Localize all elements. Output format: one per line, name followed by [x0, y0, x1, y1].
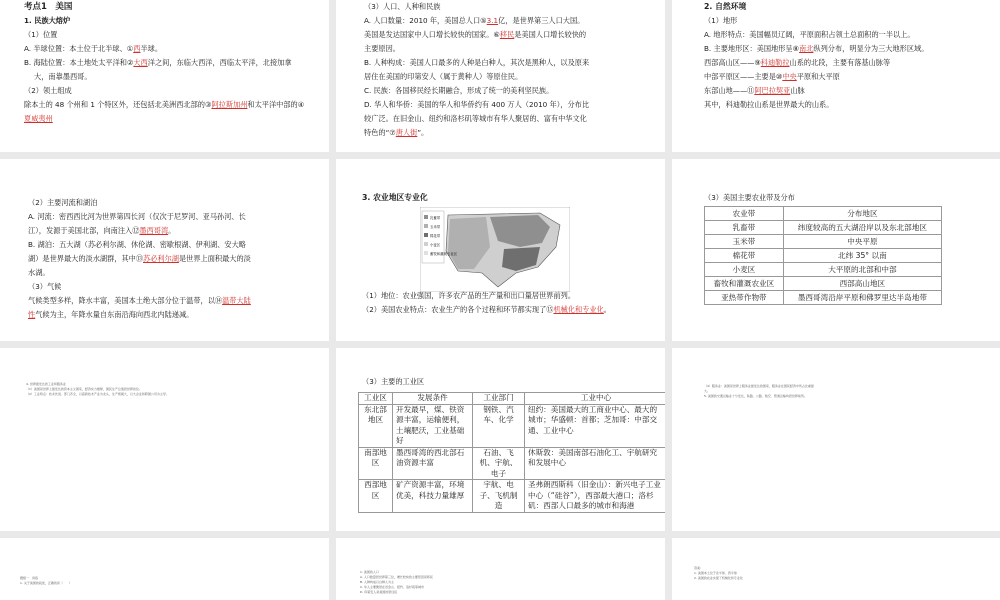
- heading: （3）人口、人种和民族: [364, 2, 441, 11]
- slide-10: [0, 538, 329, 600]
- line: A. 河流：密西西比河为世界第四长河（仅次于尼罗河、亚马孙河、长: [28, 212, 246, 221]
- line: （1）地位：农业强国，许多农产品的生产量和出口量居世界前列。: [362, 291, 576, 300]
- table-header: 工业区: [359, 393, 393, 405]
- line: 1. 美国的人口: [360, 570, 379, 574]
- table-cell: 矿产资源丰富，环境优美，科技力量雄厚: [393, 480, 473, 513]
- line: C. 华人主要聚居在旧金山、纽约、洛杉矶等城市: [360, 585, 425, 589]
- table-row: [359, 480, 666, 513]
- us-agriculture-map: [420, 207, 570, 292]
- line: 1. 美国本土位于北半球、西半球: [694, 571, 737, 575]
- table-cell: 大平原的北部和中部: [783, 263, 941, 277]
- line: 美国是发达国家中人口增长较快的国家。⑥移民是美国人口增长较快的: [364, 30, 587, 39]
- table-cell: 北纬 35° 以南: [783, 249, 941, 263]
- line: B. 湖泊：五大湖（苏必利尔湖、休伦湖、密歇根湖、伊利湖、安大略: [28, 240, 246, 249]
- table-header: 分布地区: [783, 207, 941, 221]
- table-cell: 开发最早，煤、铁资源丰富，运输便利，土壤肥沃，工业基础好: [393, 404, 473, 447]
- slide-title: 考点1 美国: [24, 2, 73, 12]
- table-cell: 中央平原: [783, 235, 941, 249]
- industrial-region-table: [358, 392, 665, 513]
- table-cell: 纬度较高的五大湖沿岸以及东北部地区: [783, 221, 941, 235]
- slide-8: [336, 348, 665, 531]
- table-cell: 亚热带作物带: [705, 291, 784, 305]
- slide-7: [0, 348, 329, 531]
- line: B. 人种构成：美国人口最多的人种是白种人，其次是黑种人，以及原来: [364, 58, 590, 67]
- slide-9: [672, 348, 1000, 531]
- line: A. 人口数量：2010 年，美国总人口⑤3.1亿，是世界第三人口大国。: [364, 16, 585, 25]
- line: 其中，科迪勒拉山系是世界最大的山系。: [704, 100, 834, 109]
- line: 特色的“⑦唐人街”。: [364, 128, 429, 137]
- line: 性气候为主，年降水量自东南沿海向西北内陆递减。: [28, 310, 194, 319]
- heading: （3）主要的工业区: [362, 377, 425, 386]
- table-cell: 畜牧和灌溉农业区: [705, 277, 784, 291]
- slide-11: [336, 538, 665, 600]
- table-row: [359, 447, 666, 480]
- heading: （3）美国主要农业带及分布: [704, 193, 795, 202]
- slide-2: [336, 0, 665, 152]
- map-legend-label: 畜牧和灌溉农业区: [430, 252, 458, 256]
- table-cell: 东北部地区: [359, 404, 393, 447]
- table-cell: 西部地区: [359, 480, 393, 513]
- line: 居住在美国的印第安人（属于黄种人）等原住民。: [364, 72, 523, 81]
- line: B. 人种构成以白种人为主: [360, 580, 394, 584]
- table-row: [705, 235, 942, 249]
- line: 中部平原区——主要是⑩中央平原和大平原: [704, 72, 840, 81]
- slide-3: [672, 0, 1000, 152]
- table-cell: 石油、飞机、宇航、电子: [473, 447, 525, 480]
- map-legend-label: 乳畜带: [430, 216, 441, 220]
- line-a: A. 半球位置：本土位于北半球、①西半球。: [24, 44, 163, 53]
- line: A. 人口数量居世界第三位，增长较快的主要原因是移民: [360, 575, 433, 579]
- table-cell: 棉花带: [705, 249, 784, 263]
- slide-5: [336, 159, 665, 341]
- line: D. 印第安人是美国的原住民: [360, 590, 398, 594]
- line: 西部高山区——⑨科迪勒拉山系的北段，主要有落基山脉等: [704, 58, 891, 67]
- map-legend-label: 小麦区: [430, 243, 441, 247]
- line: C. 民族：各国移民经长期融合，形成了统一的美利坚民族。: [364, 86, 554, 95]
- map-legend-label: 玉米带: [430, 225, 441, 229]
- table-cell: 小麦区: [705, 263, 784, 277]
- heading: （2）主要河流和湖泊: [28, 198, 98, 207]
- table-header: 发展条件: [393, 393, 473, 405]
- line-b2: 大，南靠墨西哥。: [34, 72, 92, 81]
- line: 答案：: [694, 566, 704, 570]
- slide-title: 2. 自然环境: [704, 2, 747, 11]
- slide-6: [672, 159, 1000, 341]
- subheading-2: （2）领土组成: [24, 86, 72, 95]
- subheading: （1）位置: [24, 30, 58, 39]
- table-row: [705, 221, 942, 235]
- agriculture-belt-table: [704, 206, 942, 305]
- line: （1）美国是世界上最发达的资本主义国家，经济实力雄厚，国民生产总值居世界首位。: [26, 387, 142, 391]
- slide-12: [672, 538, 1000, 600]
- table-cell: 休斯敦：美国南部石油化工、宇航研究和发展中心: [525, 447, 666, 480]
- line-b: B. 海陆位置：本土地处太平洋和②大西洋之间，东临大西洋，西临太平洋，北接加拿: [24, 58, 292, 67]
- line: 题组一 训练: [20, 576, 39, 580]
- line: 水湖。: [28, 268, 50, 277]
- slide-1: [0, 0, 329, 152]
- table-cell: 玉米带: [705, 235, 784, 249]
- slide-4: [0, 159, 329, 341]
- line: D. 华人和华侨：美国的华人和华侨约有 400 万人（2010 年），分布比: [364, 100, 590, 109]
- line: 较广泛。在旧金山、纽约和洛杉矶等城市有华人聚居的、富有中华文化: [364, 114, 587, 123]
- map-legend-label: 棉花带: [430, 234, 441, 238]
- heading-2: （3）气候: [28, 282, 62, 291]
- line: 4. 世界最发达的工业和服务业: [26, 382, 66, 386]
- line: 主要原因。: [364, 44, 400, 53]
- slide-title: 3. 农业地区专业化: [362, 193, 428, 202]
- table-header: 农业带: [705, 207, 784, 221]
- line: 湖）是世界最大的淡水湖群，其中⑬苏必利尔湖是世界上面积最大的淡: [28, 254, 251, 263]
- line-d: 夏威夷州: [24, 114, 53, 123]
- map-legend-swatch: [424, 233, 428, 237]
- line: A. 地形特点：美国幅员辽阔，平原面积占领土总面积的一半以上。: [704, 30, 915, 39]
- table-row: [359, 404, 666, 447]
- table-row: [705, 291, 942, 305]
- table-cell: 宇航、电子、飞机制造: [473, 480, 525, 513]
- table-cell: 南部地区: [359, 447, 393, 480]
- table-row: [705, 263, 942, 277]
- table-cell: 圣弗朗西斯科（旧金山）：新兴电子工业中心（“硅谷”），西部最大港口；洛杉矶：西部人口最多的城市和海港: [525, 480, 666, 513]
- map-legend-swatch: [424, 242, 428, 246]
- line: B. 主要地形区：美国地形呈⑧南北纵列分布，明显分为三大地形区域。: [704, 44, 929, 53]
- line-c: 除本土的 48 个州和 1 个特区外，还包括北美洲西北部的③阿拉斯加州和太平洋中部的④: [24, 100, 305, 109]
- heading: 1. 民族大熔炉: [24, 16, 71, 25]
- table-header: 工业中心: [525, 393, 666, 405]
- table-cell: 纽约：美国最大的工商业中心、最大的城市；华盛顿：首都；芝加哥：中部交通、工业中心: [525, 404, 666, 447]
- line: （4）服务业：美国是世界上服务业最发达的国家，服务业在国民经济中所占比重最大。: [704, 384, 814, 393]
- table-row: [705, 277, 942, 291]
- table-cell: 墨西哥湾的西北部石油资源丰富: [393, 447, 473, 480]
- table-row: [705, 249, 942, 263]
- line: 东部山地——⑪阿巴拉契亚山脉: [704, 86, 805, 95]
- table-header: 工业部门: [473, 393, 525, 405]
- line: 江），发源于美国北部，向南注入⑫墨西哥湾。: [28, 226, 176, 235]
- map-legend-swatch: [424, 224, 428, 228]
- table-cell: 西部高山地区: [783, 277, 941, 291]
- line: 2. 美国的农业实现了机械化和专业化: [694, 576, 743, 580]
- line: 1. 关于美国的叙述，正确的是（ ）: [20, 581, 72, 585]
- line: （2）美国农业特点：农业生产的各个过程和环节都实现了⑮机械化和专业化。: [362, 305, 611, 314]
- table-cell: 钢铁、汽车、化学: [473, 404, 525, 447]
- heading: （1）地形: [704, 16, 738, 25]
- line: （2）工业特点：技术先进、部门齐全，以高新技术产业为龙头，生产规模大，以大企业和跨国公司为主导。: [26, 392, 169, 396]
- map-legend-swatch: [424, 215, 428, 219]
- map-legend-swatch: [424, 251, 428, 255]
- table-cell: 乳畜带: [705, 221, 784, 235]
- line: 气候类型多样，降水丰富，美国本土绝大部分位于温带，以⑭温带大陆: [28, 296, 251, 305]
- table-cell: 墨西哥湾沿岸平原和佛罗里达半岛地带: [783, 291, 941, 305]
- line: 5. 美国的交通运输业十分发达，铁路、公路、航空、管道运输均居世界前列。: [704, 394, 807, 398]
